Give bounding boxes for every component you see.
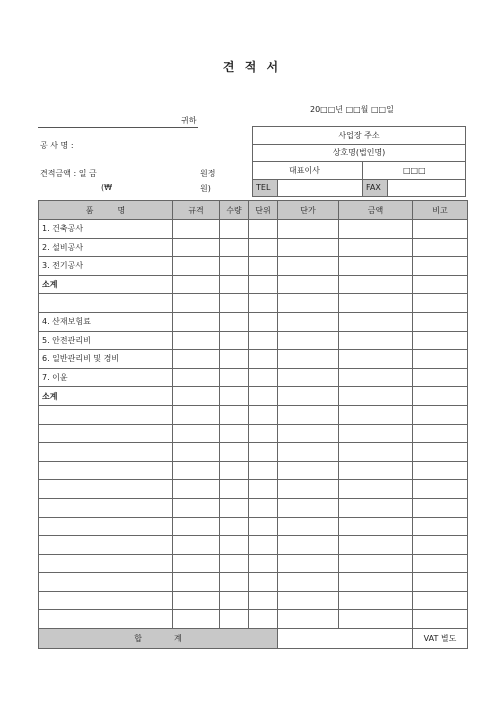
cell-remarks[interactable] [413, 275, 468, 294]
cell-unit[interactable] [249, 220, 278, 239]
cell-unit-price[interactable] [278, 443, 339, 462]
table-row [39, 573, 468, 592]
table-row [39, 368, 468, 387]
cell-spec[interactable] [173, 554, 220, 573]
table-row [39, 461, 468, 480]
cell-spec[interactable] [173, 517, 220, 536]
cell-unit-price[interactable] [278, 257, 339, 276]
cell-unit[interactable] [249, 480, 278, 499]
cell-spec[interactable] [173, 387, 220, 406]
cell-unit-price[interactable] [278, 536, 339, 555]
item-name-cell[interactable]: 7. 이윤 [39, 368, 173, 387]
table-row [39, 424, 468, 443]
cell-unit[interactable] [249, 536, 278, 555]
supplier-tel-value[interactable] [278, 179, 363, 197]
cell-spec[interactable] [173, 331, 220, 350]
cell-quantity[interactable] [220, 331, 249, 350]
cell-quantity[interactable] [220, 554, 249, 573]
cell-remarks[interactable] [413, 424, 468, 443]
item-name-cell[interactable] [39, 480, 173, 499]
cell-unit-price[interactable] [278, 294, 339, 313]
cell-unit-price[interactable] [278, 238, 339, 257]
item-name-cell[interactable] [39, 498, 173, 517]
cell-remarks[interactable] [413, 405, 468, 424]
header-unit-price: 단가 [278, 201, 339, 220]
header-spec: 규격 [173, 201, 220, 220]
cell-unit-price[interactable] [278, 220, 339, 239]
cell-remarks[interactable] [413, 480, 468, 499]
cell-unit[interactable] [249, 461, 278, 480]
cell-amount[interactable] [339, 554, 413, 573]
cell-amount[interactable] [339, 480, 413, 499]
header-quantity: 수량 [220, 201, 249, 220]
cell-spec[interactable] [173, 220, 220, 239]
cell-unit[interactable] [249, 275, 278, 294]
cell-spec[interactable] [173, 610, 220, 629]
amount-won-open: (₩ [101, 183, 113, 192]
cell-unit-price[interactable] [278, 275, 339, 294]
cell-remarks[interactable] [413, 257, 468, 276]
cell-spec[interactable] [173, 238, 220, 257]
cell-spec[interactable] [173, 443, 220, 462]
cell-remarks[interactable] [413, 350, 468, 369]
cell-quantity[interactable] [220, 312, 249, 331]
supplier-info-table [252, 126, 466, 197]
cell-unit-price[interactable] [278, 331, 339, 350]
cell-unit-price[interactable] [278, 610, 339, 629]
cell-amount[interactable] [339, 275, 413, 294]
project-name-label: 공 사 명 : [40, 141, 74, 150]
cell-unit[interactable] [249, 294, 278, 313]
cell-remarks[interactable] [413, 368, 468, 387]
date-line: 20□□년 □□월 □□일 [310, 105, 394, 114]
table-row [39, 405, 468, 424]
item-name-cell[interactable] [39, 461, 173, 480]
item-name-cell[interactable]: 2. 설비공사 [39, 238, 173, 257]
cell-amount[interactable] [339, 257, 413, 276]
table-row [39, 275, 468, 294]
table-row [39, 350, 468, 369]
cell-amount[interactable] [339, 498, 413, 517]
item-name-cell[interactable] [39, 405, 173, 424]
item-name-cell[interactable]: 소계 [39, 275, 173, 294]
table-row [39, 610, 468, 629]
cell-quantity[interactable] [220, 275, 249, 294]
total-amount-cell[interactable] [278, 629, 413, 649]
table-row [39, 554, 468, 573]
cell-unit[interactable] [249, 350, 278, 369]
cell-unit[interactable] [249, 517, 278, 536]
table-row [39, 257, 468, 276]
item-name-cell[interactable] [39, 591, 173, 610]
item-name-cell[interactable]: 6. 일반관리비 및 경비 [39, 350, 173, 369]
cell-spec[interactable] [173, 498, 220, 517]
cell-spec[interactable] [173, 405, 220, 424]
cell-unit[interactable] [249, 368, 278, 387]
cell-unit[interactable] [249, 424, 278, 443]
cell-unit-price[interactable] [278, 554, 339, 573]
item-name-cell[interactable] [39, 443, 173, 462]
total-label: 합 계 [39, 629, 278, 649]
cell-quantity[interactable] [220, 610, 249, 629]
cell-remarks[interactable] [413, 591, 468, 610]
cell-amount[interactable] [339, 368, 413, 387]
cell-spec[interactable] [173, 294, 220, 313]
item-name-cell[interactable]: 3. 전기공사 [39, 257, 173, 276]
table-row [39, 331, 468, 350]
cell-unit[interactable] [249, 331, 278, 350]
header-amount: 금액 [339, 201, 413, 220]
cell-unit-price[interactable] [278, 405, 339, 424]
cell-amount[interactable] [339, 387, 413, 406]
amount-won-close: 원) [200, 184, 211, 193]
cell-amount[interactable] [339, 294, 413, 313]
cell-quantity[interactable] [220, 517, 249, 536]
cell-quantity[interactable] [220, 350, 249, 369]
item-name-cell[interactable] [39, 424, 173, 443]
cell-unit-price[interactable] [278, 591, 339, 610]
item-name-cell[interactable] [39, 610, 173, 629]
cell-unit-price[interactable] [278, 424, 339, 443]
cell-quantity[interactable] [220, 220, 249, 239]
cell-quantity[interactable] [220, 257, 249, 276]
cell-unit-price[interactable] [278, 368, 339, 387]
cell-quantity[interactable] [220, 443, 249, 462]
cell-amount[interactable] [339, 331, 413, 350]
table-header-row [39, 201, 468, 220]
item-name-cell[interactable]: 4. 산재보험료 [39, 312, 173, 331]
table-row [39, 312, 468, 331]
supplier-address-label: 사업장 주소 [253, 127, 466, 145]
item-name-cell[interactable] [39, 554, 173, 573]
cell-remarks[interactable] [413, 238, 468, 257]
cell-quantity[interactable] [220, 536, 249, 555]
cell-unit-price[interactable] [278, 387, 339, 406]
cell-quantity[interactable] [220, 461, 249, 480]
cell-quantity[interactable] [220, 591, 249, 610]
cell-remarks[interactable] [413, 294, 468, 313]
item-name-cell[interactable] [39, 536, 173, 555]
cell-spec[interactable] [173, 424, 220, 443]
cell-unit[interactable] [249, 387, 278, 406]
cell-spec[interactable] [173, 368, 220, 387]
cell-unit[interactable] [249, 591, 278, 610]
item-name-cell[interactable] [39, 573, 173, 592]
cell-amount[interactable] [339, 405, 413, 424]
table-row [39, 498, 468, 517]
cell-unit-price[interactable] [278, 312, 339, 331]
cell-spec[interactable] [173, 275, 220, 294]
header-remarks: 비고 [413, 201, 468, 220]
cell-spec[interactable] [173, 573, 220, 592]
table-row [39, 220, 468, 239]
cell-unit[interactable] [249, 257, 278, 276]
supplier-fax-label: FAX [363, 179, 388, 197]
cell-unit[interactable] [249, 405, 278, 424]
amount-won-jeong: 원정 [200, 169, 216, 178]
cell-remarks[interactable] [413, 554, 468, 573]
cell-amount[interactable] [339, 573, 413, 592]
cell-unit-price[interactable] [278, 350, 339, 369]
item-name-cell[interactable] [39, 517, 173, 536]
recipient-underline [38, 127, 198, 128]
table-row [39, 517, 468, 536]
amount-label: 견적금액 : 일 금 [40, 169, 97, 178]
cell-unit-price[interactable] [278, 498, 339, 517]
cell-amount[interactable] [339, 312, 413, 331]
cell-remarks[interactable] [413, 220, 468, 239]
cell-spec[interactable] [173, 591, 220, 610]
cell-amount[interactable] [339, 424, 413, 443]
cell-quantity[interactable] [220, 498, 249, 517]
cell-amount[interactable] [339, 536, 413, 555]
cell-spec[interactable] [173, 350, 220, 369]
supplier-company-label: 상호명(법인명) [253, 144, 466, 162]
cell-quantity[interactable] [220, 387, 249, 406]
supplier-fax-value[interactable] [388, 179, 466, 197]
table-row [39, 591, 468, 610]
cell-remarks[interactable] [413, 461, 468, 480]
cell-unit[interactable] [249, 610, 278, 629]
cell-remarks[interactable] [413, 498, 468, 517]
cell-quantity[interactable] [220, 480, 249, 499]
cell-unit-price[interactable] [278, 517, 339, 536]
cell-remarks[interactable] [413, 536, 468, 555]
cell-unit[interactable] [249, 573, 278, 592]
cell-quantity[interactable] [220, 405, 249, 424]
item-name-cell[interactable] [39, 294, 173, 313]
cell-unit[interactable] [249, 443, 278, 462]
cell-unit[interactable] [249, 498, 278, 517]
cell-amount[interactable] [339, 238, 413, 257]
estimate-table [38, 200, 468, 649]
cell-amount[interactable] [339, 350, 413, 369]
cell-amount[interactable] [339, 220, 413, 239]
table-row [39, 294, 468, 313]
cell-unit[interactable] [249, 238, 278, 257]
cell-amount[interactable] [339, 443, 413, 462]
table-row [39, 480, 468, 499]
cell-amount[interactable] [339, 517, 413, 536]
cell-remarks[interactable] [413, 610, 468, 629]
cell-spec[interactable] [173, 312, 220, 331]
cell-unit-price[interactable] [278, 573, 339, 592]
item-name-cell[interactable]: 5. 안전관리비 [39, 331, 173, 350]
cell-quantity[interactable] [220, 294, 249, 313]
cell-amount[interactable] [339, 610, 413, 629]
cell-remarks[interactable] [413, 443, 468, 462]
supplier-ceo-label: 대표이사 [253, 162, 363, 180]
header-unit: 단위 [249, 201, 278, 220]
cell-unit[interactable] [249, 554, 278, 573]
cell-unit-price[interactable] [278, 480, 339, 499]
supplier-ceo-value: □□□ [363, 162, 466, 180]
cell-remarks[interactable] [413, 331, 468, 350]
table-row [39, 443, 468, 462]
cell-spec[interactable] [173, 480, 220, 499]
cell-amount[interactable] [339, 461, 413, 480]
header-item: 품 명 [39, 201, 173, 220]
cell-unit-price[interactable] [278, 461, 339, 480]
cell-quantity[interactable] [220, 238, 249, 257]
total-row [39, 629, 468, 649]
item-name-cell[interactable]: 1. 건축공사 [39, 220, 173, 239]
table-row [39, 238, 468, 257]
cell-amount[interactable] [339, 591, 413, 610]
table-row [39, 387, 468, 406]
cell-quantity[interactable] [220, 573, 249, 592]
cell-quantity[interactable] [220, 424, 249, 443]
vat-note: VAT 별도 [413, 629, 468, 649]
cell-remarks[interactable] [413, 517, 468, 536]
document-title: 견 적 서 [222, 60, 282, 74]
cell-remarks[interactable] [413, 387, 468, 406]
cell-remarks[interactable] [413, 573, 468, 592]
item-name-cell[interactable]: 소계 [39, 387, 173, 406]
cell-unit[interactable] [249, 312, 278, 331]
cell-spec[interactable] [173, 257, 220, 276]
supplier-tel-label: TEL [253, 179, 278, 197]
cell-spec[interactable] [173, 461, 220, 480]
cell-spec[interactable] [173, 536, 220, 555]
recipient-suffix: 귀하 [181, 116, 197, 125]
cell-remarks[interactable] [413, 312, 468, 331]
table-row [39, 536, 468, 555]
cell-quantity[interactable] [220, 368, 249, 387]
